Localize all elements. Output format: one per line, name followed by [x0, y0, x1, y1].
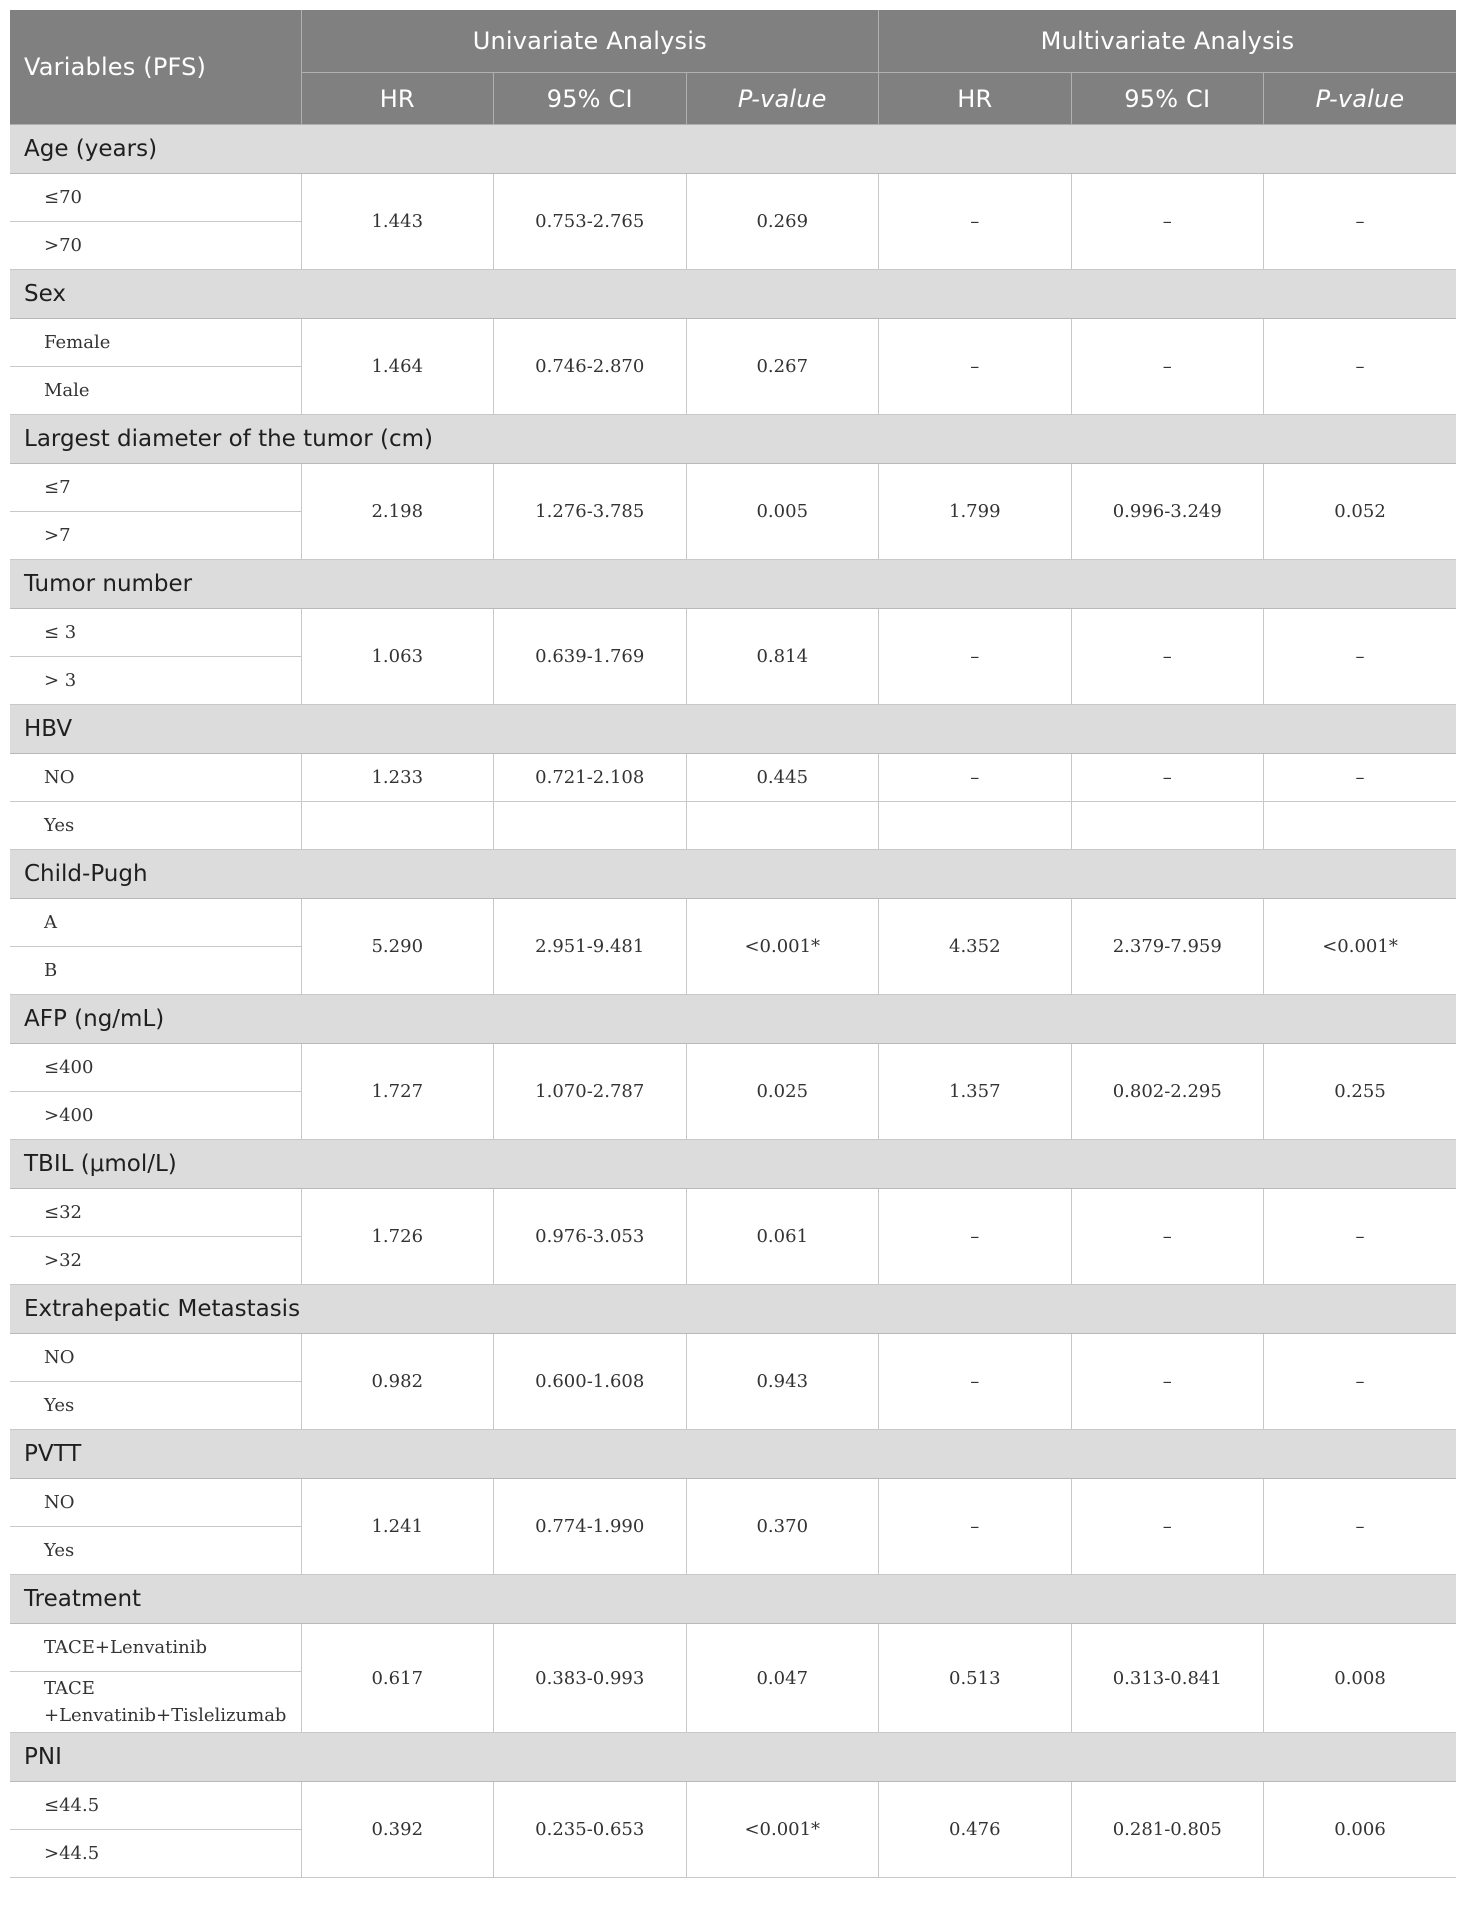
group-title: Sex — [10, 270, 1456, 319]
multi-ci-cell: – — [1071, 754, 1264, 802]
multi-p-cell: – — [1264, 754, 1457, 802]
uni-hr-cell: 0.392 — [301, 1782, 494, 1878]
uni-p-header: P-value — [686, 73, 879, 125]
group-title: Treatment — [10, 1575, 1456, 1624]
group-row — [10, 850, 1456, 899]
multi-ci-cell: 0.313-0.841 — [1071, 1624, 1264, 1733]
level-label: Male — [10, 367, 301, 415]
multi-p-cell: 0.052 — [1264, 464, 1457, 560]
multi-p-header: P-value — [1264, 73, 1457, 125]
multi-p-cell: – — [1264, 319, 1457, 415]
multi-hr-cell: 1.357 — [879, 1044, 1072, 1140]
level-label: Yes — [10, 1382, 301, 1430]
group-row — [10, 270, 1456, 319]
level-label: >32 — [10, 1237, 301, 1285]
multi-p-cell: – — [1264, 1189, 1457, 1285]
uni-p-cell: 0.370 — [686, 1479, 879, 1575]
uni-ci-cell: 0.639-1.769 — [494, 609, 687, 705]
multi-ci-cell: – — [1071, 174, 1264, 270]
multi-hr-cell: – — [879, 1479, 1072, 1575]
multi-hr-cell: 0.513 — [879, 1624, 1072, 1733]
multi-ci-cell: 0.281-0.805 — [1071, 1782, 1264, 1878]
multi-ci-cell: – — [1071, 1189, 1264, 1285]
uni-hr-cell: 1.233 — [301, 754, 494, 802]
group-row — [10, 1140, 1456, 1189]
group-row — [10, 415, 1456, 464]
empty-cell — [1071, 802, 1264, 850]
group-row — [10, 1430, 1456, 1479]
uni-p-cell: 0.943 — [686, 1334, 879, 1430]
empty-cell — [686, 802, 879, 850]
multi-hr-cell: – — [879, 1189, 1072, 1285]
group-title: Child-Pugh — [10, 850, 1456, 899]
uni-hr-cell: 2.198 — [301, 464, 494, 560]
multi-ci-cell: – — [1071, 1479, 1264, 1575]
multivariate-header: Multivariate Analysis — [879, 10, 1457, 73]
uni-p-cell: 0.267 — [686, 319, 879, 415]
uni-hr-cell: 1.063 — [301, 609, 494, 705]
level-label: Yes — [10, 802, 301, 850]
group-row — [10, 705, 1456, 754]
uni-p-cell: <0.001* — [686, 1782, 879, 1878]
group-row — [10, 1733, 1456, 1782]
level-label: TACE+Lenvatinib — [10, 1624, 301, 1672]
group-title: HBV — [10, 705, 1456, 754]
uni-p-cell: 0.047 — [686, 1624, 879, 1733]
level-label: >70 — [10, 222, 301, 270]
table-row — [10, 1334, 1456, 1382]
level-label: ≤32 — [10, 1189, 301, 1237]
uni-p-cell: 0.061 — [686, 1189, 879, 1285]
level-label: Female — [10, 319, 301, 367]
empty-cell — [494, 802, 687, 850]
empty-cell — [1264, 802, 1457, 850]
multi-hr-cell: – — [879, 174, 1072, 270]
level-label: > 3 — [10, 657, 301, 705]
multi-p-cell: – — [1264, 174, 1457, 270]
level-label: NO — [10, 754, 301, 802]
multi-hr-header: HR — [879, 73, 1072, 125]
multi-ci-cell: 0.802-2.295 — [1071, 1044, 1264, 1140]
level-label: ≤400 — [10, 1044, 301, 1092]
table-row — [10, 1782, 1456, 1830]
level-label: >44.5 — [10, 1830, 301, 1878]
group-row — [10, 125, 1456, 174]
level-label: Yes — [10, 1527, 301, 1575]
level-label: ≤7 — [10, 464, 301, 512]
uni-p-cell: 0.269 — [686, 174, 879, 270]
multi-p-cell: – — [1264, 1479, 1457, 1575]
uni-p-cell: 0.025 — [686, 1044, 879, 1140]
level-label: A — [10, 899, 301, 947]
group-title: Extrahepatic Metastasis — [10, 1285, 1456, 1334]
uni-ci-cell: 0.753-2.765 — [494, 174, 687, 270]
table-row — [10, 609, 1456, 657]
level-label: ≤70 — [10, 174, 301, 222]
table-row — [10, 1044, 1456, 1092]
multi-p-cell: 0.006 — [1264, 1782, 1457, 1878]
uni-ci-cell: 2.951-9.481 — [494, 899, 687, 995]
table-row — [10, 319, 1456, 367]
table-body — [10, 125, 1456, 1878]
multi-p-cell: 0.255 — [1264, 1044, 1457, 1140]
level-label: TACE +Lenvatinib+Tislelizumab — [10, 1672, 301, 1733]
uni-p-cell: <0.001* — [686, 899, 879, 995]
uni-p-cell: 0.005 — [686, 464, 879, 560]
multi-ci-header: 95% CI — [1071, 73, 1264, 125]
uni-ci-cell: 0.774-1.990 — [494, 1479, 687, 1575]
table-row — [10, 802, 1456, 850]
variables-header: Variables (PFS) — [10, 10, 301, 125]
group-title: AFP (ng/mL) — [10, 995, 1456, 1044]
group-row — [10, 1285, 1456, 1334]
multi-hr-cell: – — [879, 319, 1072, 415]
uni-hr-header: HR — [301, 73, 494, 125]
uni-hr-cell: 1.726 — [301, 1189, 494, 1285]
table-row — [10, 1189, 1456, 1237]
table-row — [10, 754, 1456, 802]
table-row — [10, 899, 1456, 947]
multi-ci-cell: – — [1071, 1334, 1264, 1430]
empty-cell — [301, 802, 494, 850]
uni-hr-cell: 1.464 — [301, 319, 494, 415]
uni-p-cell: 0.445 — [686, 754, 879, 802]
level-label: ≤ 3 — [10, 609, 301, 657]
multi-hr-cell: – — [879, 1334, 1072, 1430]
multi-hr-cell: 0.476 — [879, 1782, 1072, 1878]
table-row — [10, 1479, 1456, 1527]
level-label: >7 — [10, 512, 301, 560]
group-title: TBIL (μmol/L) — [10, 1140, 1456, 1189]
uni-ci-cell: 0.235-0.653 — [494, 1782, 687, 1878]
table-row — [10, 1624, 1456, 1672]
group-row — [10, 995, 1456, 1044]
multi-hr-cell: – — [879, 609, 1072, 705]
uni-ci-cell: 0.600-1.608 — [494, 1334, 687, 1430]
group-row — [10, 560, 1456, 609]
uni-p-cell: 0.814 — [686, 609, 879, 705]
cox-regression-table — [10, 10, 1456, 1878]
multi-ci-cell: 0.996-3.249 — [1071, 464, 1264, 560]
results-table-container — [10, 10, 1456, 1878]
multi-p-cell: <0.001* — [1264, 899, 1457, 995]
uni-hr-cell: 0.617 — [301, 1624, 494, 1733]
multi-p-cell: – — [1264, 1334, 1457, 1430]
multi-hr-cell: 4.352 — [879, 899, 1072, 995]
level-label: B — [10, 947, 301, 995]
multi-ci-cell: – — [1071, 609, 1264, 705]
group-title: PVTT — [10, 1430, 1456, 1479]
table-header — [10, 10, 1456, 125]
multi-ci-cell: – — [1071, 319, 1264, 415]
group-row — [10, 1575, 1456, 1624]
group-title: Tumor number — [10, 560, 1456, 609]
uni-ci-cell: 0.746-2.870 — [494, 319, 687, 415]
level-label: >400 — [10, 1092, 301, 1140]
uni-hr-cell: 1.727 — [301, 1044, 494, 1140]
multi-p-cell: 0.008 — [1264, 1624, 1457, 1733]
level-label: NO — [10, 1479, 301, 1527]
empty-cell — [879, 802, 1072, 850]
uni-hr-cell: 5.290 — [301, 899, 494, 995]
uni-ci-header: 95% CI — [494, 73, 687, 125]
multi-hr-cell: – — [879, 754, 1072, 802]
multi-p-cell: – — [1264, 609, 1457, 705]
uni-ci-cell: 1.276-3.785 — [494, 464, 687, 560]
uni-ci-cell: 0.383-0.993 — [494, 1624, 687, 1733]
uni-ci-cell: 0.721-2.108 — [494, 754, 687, 802]
uni-hr-cell: 0.982 — [301, 1334, 494, 1430]
uni-hr-cell: 1.241 — [301, 1479, 494, 1575]
uni-hr-cell: 1.443 — [301, 174, 494, 270]
multi-hr-cell: 1.799 — [879, 464, 1072, 560]
group-title: Largest diameter of the tumor (cm) — [10, 415, 1456, 464]
table-row — [10, 464, 1456, 512]
uni-ci-cell: 1.070-2.787 — [494, 1044, 687, 1140]
level-label: NO — [10, 1334, 301, 1382]
group-title: Age (years) — [10, 125, 1456, 174]
group-title: PNI — [10, 1733, 1456, 1782]
univariate-header: Univariate Analysis — [301, 10, 879, 73]
multi-ci-cell: 2.379-7.959 — [1071, 899, 1264, 995]
table-row — [10, 174, 1456, 222]
uni-ci-cell: 0.976-3.053 — [494, 1189, 687, 1285]
level-label: ≤44.5 — [10, 1782, 301, 1830]
